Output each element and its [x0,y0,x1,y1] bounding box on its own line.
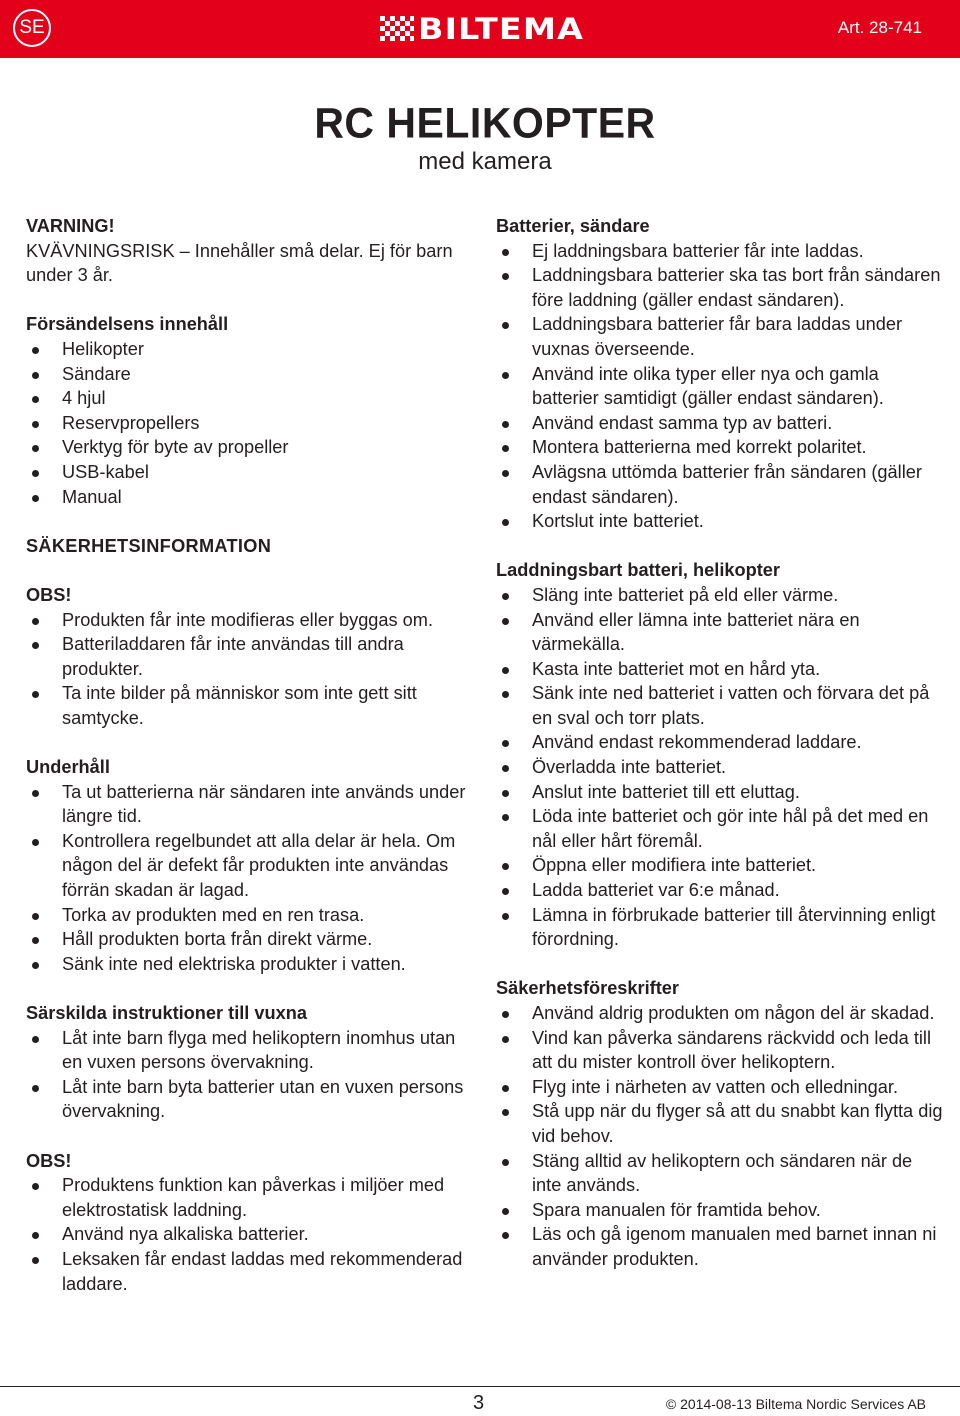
list-item: Sänk inte ned batteriet i vatten och förvara det på en sval och torr plats. [496,681,946,730]
footer-divider [0,1386,960,1387]
list-item: Lämna in förbrukade batterier till återvinning enligt förordning. [496,903,946,952]
obs-list-2 [26,1173,476,1296]
list-item: Släng inte batteriet på eld eller värme. [496,583,946,608]
adult-instructions-list [26,1026,476,1124]
right-column [496,214,946,1272]
adult-instructions-heading: Särskilda instruktioner till vuxna [26,1003,307,1023]
list-item: Vind kan påverka sändarens räckvidd och leda till att du mister kontroll över helikoptern. [496,1026,946,1075]
contents-list [26,337,476,509]
transmitter-batteries-list [496,239,946,534]
list-item: Helikopter [26,337,476,362]
list-item: Sändare [26,362,476,387]
list-item: Använd inte olika typer eller nya och gamla batterier samtidigt (gäller endast sändaren). [496,362,946,411]
article-number: Art. 28-741 [837,18,922,37]
list-item: Anslut inte batteriet till ett eluttag. [496,780,946,805]
contents-heading: Försändelsens innehåll [26,314,229,335]
list-item: Använd endast rekommenderad laddare. [496,730,946,755]
list-item: Ej laddningsbara batterier får inte laddas. [496,239,946,264]
list-item: Kortslut inte batteriet. [496,509,946,534]
document-title [0,98,960,176]
list-item: USB-kabel [26,460,476,485]
list-item: Avlägsna uttömda batterier från sändaren (gäller endast sändaren). [496,460,946,509]
page-number: 3 [473,1392,485,1414]
brand-logo [380,12,585,46]
list-item: Reservpropellers [26,411,476,436]
list-item: Spara manualen för framtida behov. [496,1198,946,1223]
list-item: Produkten får inte modifieras eller byggas om. [26,608,476,633]
list-item: Verktyg för byte av propeller [26,435,476,460]
list-item: Laddningsbara batterier får bara laddas under vuxnas överseende. [496,312,946,361]
left-column [26,214,476,1296]
list-item: Använd eller lämna inte batteriet nära en värmekälla. [496,608,946,657]
list-item: 4 hjul [26,386,476,411]
list-item: Montera batterierna med korrekt polaritet. [496,435,946,460]
list-item: Ladda batteriet var 6:e månad. [496,878,946,903]
list-item: Använd nya alkaliska batterier. [26,1222,476,1247]
helicopter-battery-list [496,583,946,952]
list-item: Använd endast samma typ av batteri. [496,411,946,436]
list-item: Produktens funktion kan påverkas i miljöer med elektrostatisk laddning. [26,1173,476,1222]
list-item: Läs och gå igenom manualen med barnet innan ni använder produkten. [496,1222,946,1271]
obs-list [26,608,476,731]
list-item: Batteriladdaren får inte användas till andra produkter. [26,632,476,681]
maintenance-heading: Underhåll [26,757,110,778]
page-subtitle: med kamera [418,148,552,175]
list-item: Flyg inte i närheten av vatten och elledningar. [496,1075,946,1100]
checkered-flag-icon [380,16,414,42]
list-item: Ta inte bilder på människor som inte gett sitt samtycke. [26,681,476,730]
list-item: Torka av produkten med en ren trasa. [26,903,476,928]
list-item: Löda inte batteriet och gör inte hål på det med en nål eller hårt föremål. [496,804,946,853]
language-badge: SE [13,9,51,47]
page-title: RC HELIKOPTER [314,98,656,148]
list-item: Låt inte barn flyga med helikoptern inomhus utan en vuxen persons övervakning. [26,1026,476,1075]
list-item: Använd aldrig produkten om någon del är skadad. [496,1001,946,1026]
list-item: Manual [26,485,476,510]
obs-heading-2: OBS! [26,1150,72,1171]
list-item: Överladda inte batteriet. [496,755,946,780]
list-item: Stå upp när du flyger så att du snabbt kan flytta dig vid behov. [496,1099,946,1148]
transmitter-batteries-heading: Batterier, sändare [496,216,650,236]
brand-name: BILTEMA [418,12,585,46]
header-bar [0,0,960,58]
safety-rules-heading: Säkerhetsföreskrifter [496,978,679,999]
safety-rules-list [496,1001,946,1272]
list-item: Sänk inte ned elektriska produkter i vatten. [26,952,476,977]
list-item: Ta ut batterierna när sändaren inte används under längre tid. [26,780,476,829]
list-item: Låt inte barn byta batterier utan en vuxen persons övervakning. [26,1075,476,1124]
maintenance-list [26,780,476,977]
list-item: Kontrollera regelbundet att alla delar är hela. Om någon del är defekt får produkten inte användas förrän skadan är lagad. [26,829,476,903]
list-item: Kasta inte batteriet mot en hård yta. [496,657,946,682]
list-item: Leksaken får endast laddas med rekommenderad laddare. [26,1247,476,1296]
copyright: © 2014-08-13 Biltema Nordic Services AB [665,1396,926,1412]
list-item: Stäng alltid av helikoptern och sändaren när de inte används. [496,1149,946,1198]
obs-heading: OBS! [26,584,72,605]
warning-heading: VARNING! [26,216,115,236]
list-item: Håll produkten borta från direkt värme. [26,927,476,952]
list-item: Öppna eller modifiera inte batteriet. [496,853,946,878]
warning-text: KVÄVNINGSRISK – Innehåller små delar. Ej för barn under 3 år. [26,240,453,286]
safety-info-heading: SÄKERHETSINFORMATION [26,535,272,556]
list-item: Laddningsbara batterier ska tas bort från sändaren före laddning (gäller endast sändaren). [496,263,946,312]
helicopter-battery-heading: Laddningsbart batteri, helikopter [496,560,780,581]
